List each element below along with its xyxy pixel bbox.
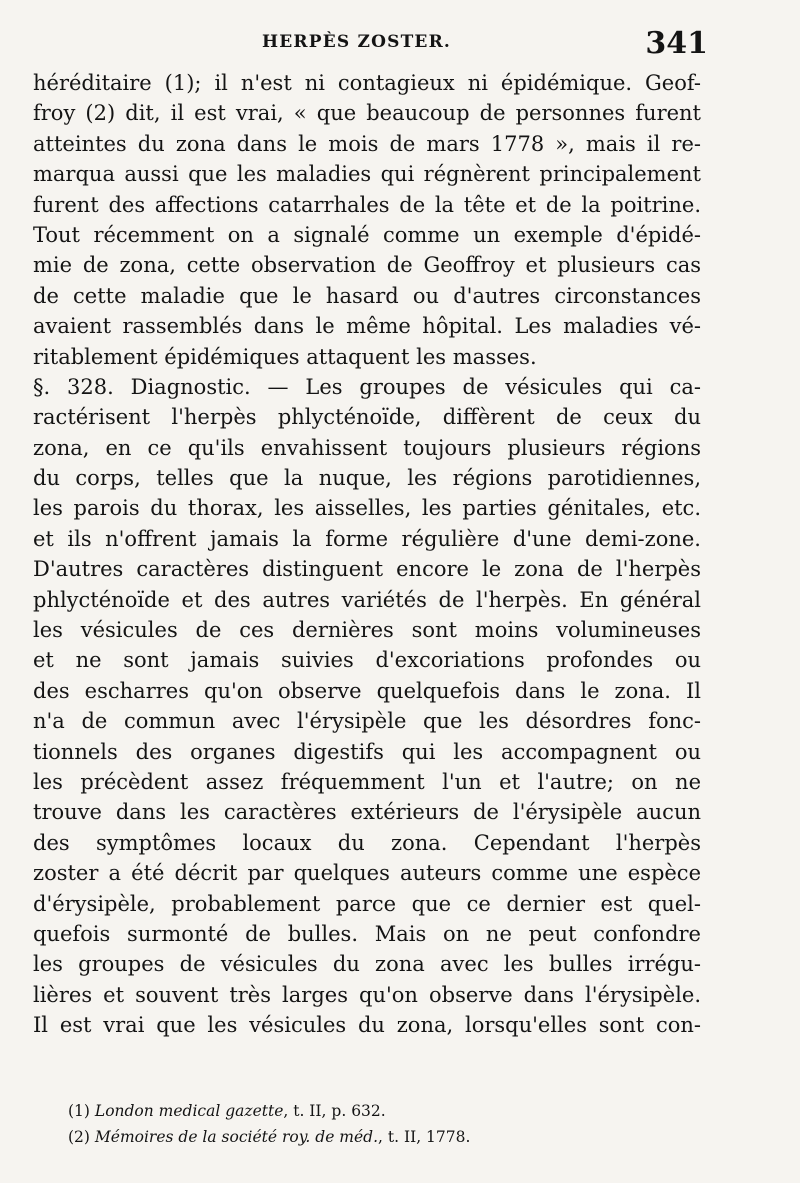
text-line: atteintes du zona dans le mois de mars 1778 », mais il re- xyxy=(33,131,701,156)
text-line: n'a de commun avec l'érysipèle que les désordres fonc- xyxy=(33,709,701,734)
text-line: et ils n'offrent jamais la forme régulière d'une demi-zone. xyxy=(33,526,701,551)
footnote-rule xyxy=(33,1090,693,1091)
text-line: D'autres caractères distinguent encore le zona de l'herpès xyxy=(33,557,701,582)
footnote-ref: , t. II, p. 632. xyxy=(283,1102,386,1120)
text-line: les parois du thorax, les aisselles, les parties génitales, etc. xyxy=(33,496,701,521)
text-line: héréditaire (1); il n'est ni contagieux ni épidémique. Geof- xyxy=(33,71,701,95)
text-line: phlycténoïde et des autres variétés de l'herpès. En général xyxy=(33,587,701,612)
text-line: du corps, telles que la nuque, les régions parotidiennes, xyxy=(33,466,701,491)
body-text xyxy=(33,68,701,1041)
text-line: et ne sont jamais suivies d'excoriations profondes ou xyxy=(33,648,701,673)
text-line: Il est vrai que les vésicules du zona, lorsqu'elles sont con- xyxy=(33,1013,701,1038)
text-line: §. 328. Diagnostic. — Les groupes de vésicules qui ca- xyxy=(33,374,701,399)
text-line: furent des affections catarrhales de la tête et de la poitrine. xyxy=(33,192,701,217)
text-line: zoster a été décrit par quelques auteurs comme une espèce xyxy=(33,861,701,886)
footnote-ref: , t. II, 1778. xyxy=(378,1128,471,1146)
text-line: ritablement épidémiques attaquent les masses. xyxy=(33,344,537,369)
text-line: froy (2) dit, il est vrai, « que beaucoup de personnes furent xyxy=(33,101,701,126)
text-line: zona, en ce qu'ils envahissent toujours plusieurs régions xyxy=(33,435,701,460)
text-line: trouve dans les caractères extérieurs de l'érysipèle aucun xyxy=(33,800,701,825)
text-line: des symptômes locaux du zona. Cependant l'herpès xyxy=(33,830,701,855)
text-line: les vésicules de ces dernières sont moins volumineuses xyxy=(33,618,701,643)
footnote-title: Mémoires de la société roy. de méd. xyxy=(94,1128,379,1146)
text-line: d'érysipèle, probablement parce que ce dernier est quel- xyxy=(33,891,701,916)
footnotes xyxy=(68,1098,708,1150)
text-line: tionnels des organes digestifs qui les accompagnent ou xyxy=(33,739,701,764)
text-line: les précèdent assez fréquemment l'un et l'autre; on ne xyxy=(33,769,701,794)
footnote-mark: (2) xyxy=(68,1128,90,1146)
text-line: les groupes de vésicules du zona avec les bulles irrégu- xyxy=(33,952,701,977)
footnote xyxy=(68,1124,708,1150)
text-line: Tout récemment on a signalé comme un exemple d'épidé- xyxy=(33,222,701,247)
text-line: mie de zona, cette observation de Geoffroy et plusieurs cas xyxy=(33,253,701,278)
text-line: des escharres qu'on observe quelquefois dans le zona. Il xyxy=(33,678,701,703)
page-number: 341 xyxy=(645,26,708,61)
text-line: ractérisent l'herpès phlycténoïde, diffèrent de ceux du xyxy=(33,405,701,430)
page-header xyxy=(0,26,800,62)
text-line: avaient rassemblés dans le même hôpital. Les maladies vé- xyxy=(33,314,701,339)
text-line: quefois surmonté de bulles. Mais on ne peut confondre xyxy=(33,921,701,946)
text-line: lières et souvent très larges qu'on observe dans l'érysipèle. xyxy=(33,982,701,1007)
text-line: de cette maladie que le hasard ou d'autres circonstances xyxy=(33,283,701,308)
footnote xyxy=(68,1098,708,1124)
footnote-title: London medical gazette xyxy=(94,1102,284,1120)
running-title: HERPÈS ZOSTER. xyxy=(262,32,452,52)
text-line: marqua aussi que les maladies qui régnèrent principalement xyxy=(33,162,701,187)
footnote-mark: (1) xyxy=(68,1102,90,1120)
